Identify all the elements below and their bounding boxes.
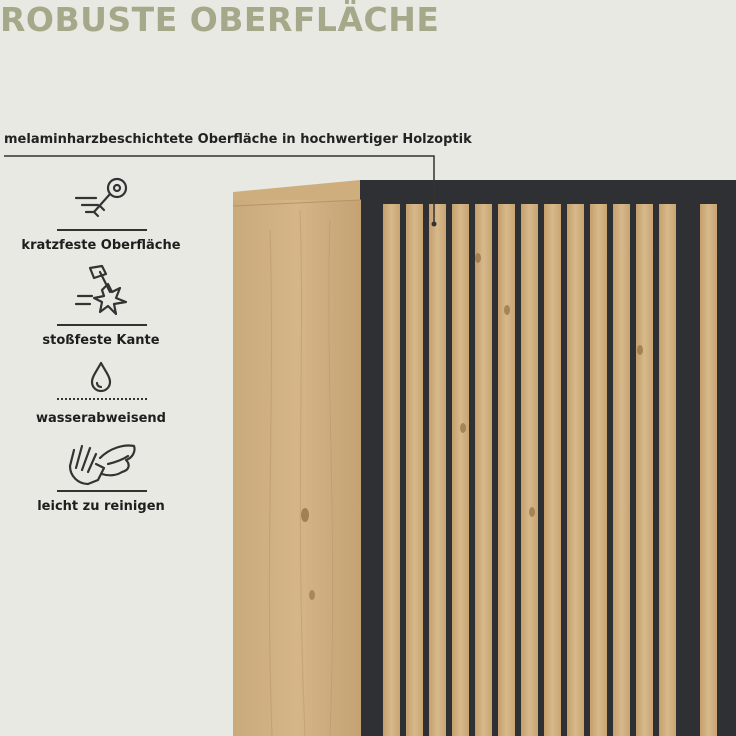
scratch-key-icon: [72, 176, 132, 220]
feature-label-water: wasserabweisend: [36, 411, 166, 426]
dotted-divider-line: [57, 398, 147, 400]
divider-line: [57, 324, 147, 326]
cleaning-hand-icon: [64, 436, 140, 488]
hammer-impact-icon: [72, 262, 132, 318]
page-title: ROBUSTE OBERFLÄCHE: [0, 0, 440, 39]
surface-callout-text: melaminharzbeschichtete Oberfläche in hochwertiger Holzoptik: [4, 132, 472, 147]
feature-label-clean: leicht zu reinigen: [37, 499, 165, 514]
water-drop-icon: [86, 360, 116, 394]
divider-line: [57, 490, 147, 492]
feature-label-scratch: kratzfeste Oberfläche: [21, 238, 181, 253]
divider-line: [57, 229, 147, 231]
feature-label-impact: stoßfeste Kante: [42, 333, 160, 348]
